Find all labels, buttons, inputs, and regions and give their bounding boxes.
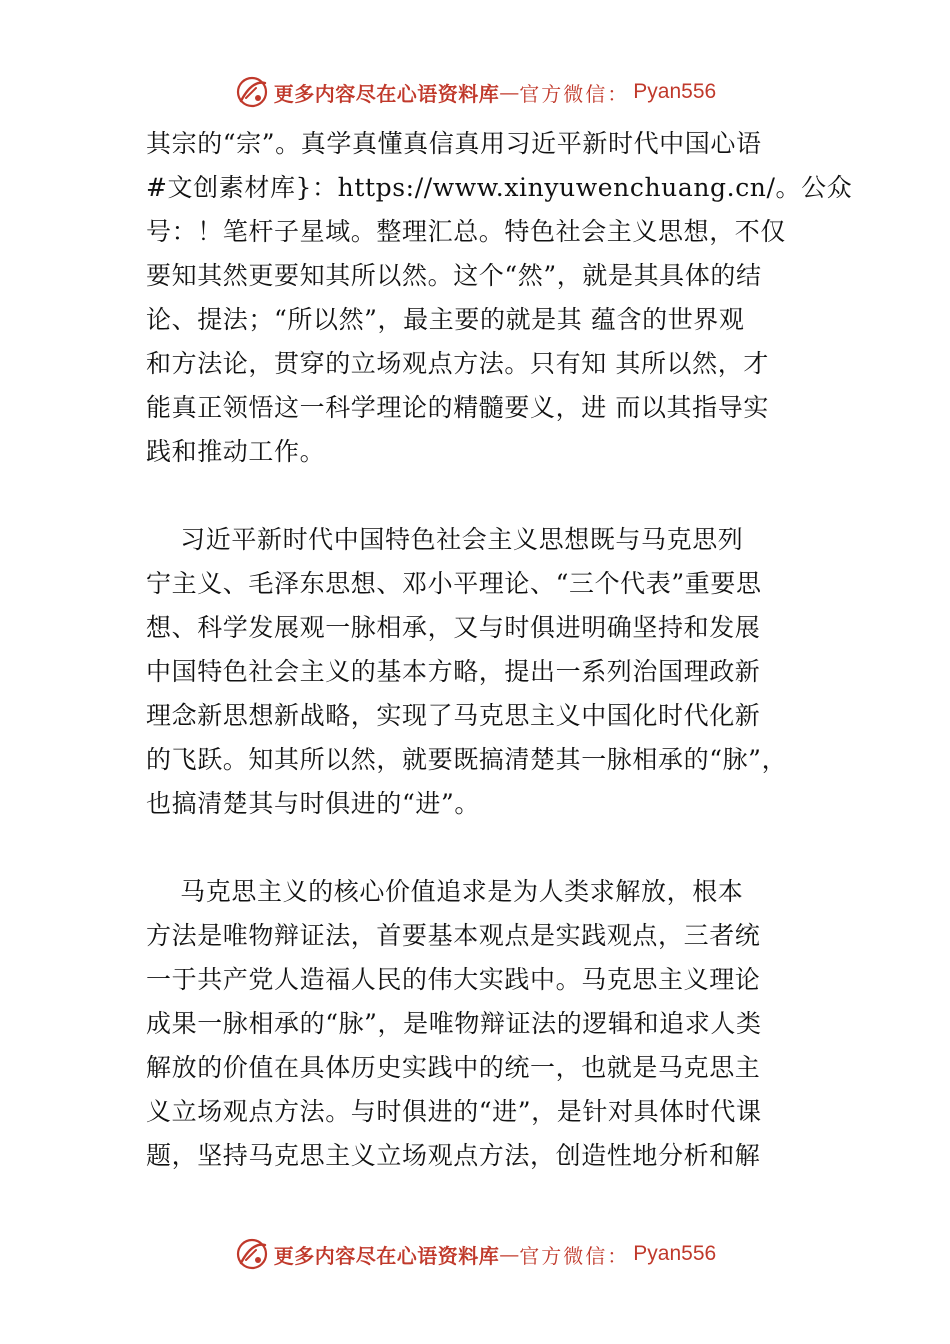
text-line: 解放的价值在具体历史实践中的统一，也就是马克思主 xyxy=(146,1053,761,1082)
footer-banner xyxy=(0,1232,950,1276)
text-line: 方法是唯物辩证法，首要基本观点是实践观点，三者统 xyxy=(146,921,761,950)
text-line: 中国特色社会主义的基本方略，提出一系列治国理政新 xyxy=(146,657,761,686)
header-banner xyxy=(0,70,950,114)
banner-wechat-id: Pyan556 xyxy=(633,80,717,103)
text-line: 义立场观点方法。与时俱进的“进”，是针对具体时代课 xyxy=(146,1097,762,1126)
text-line: 和方法论，贯穿的立场观点方法。只有知 其所以然，才 xyxy=(146,349,769,378)
brand-logo-icon xyxy=(234,74,270,110)
text-line: 一于共产党人造福人民的伟大实践中。马克思主义理论 xyxy=(146,965,761,994)
paragraph-3 xyxy=(146,870,822,1178)
banner-wechat-id: Pyan556 xyxy=(633,1242,717,1265)
paragraph-gap xyxy=(146,826,822,870)
banner-title: 更多内容尽在心语资料库 xyxy=(273,1243,500,1268)
text-line: 马克思主义的核心价值追求是为人类求解放，根本 xyxy=(146,877,744,906)
document-body xyxy=(146,122,853,1178)
paragraph-gap xyxy=(146,474,822,518)
text-line: 其宗的“宗”。真学真懂真信真用习近平新时代中国心语 xyxy=(146,129,762,158)
banner-separator: — xyxy=(499,1242,520,1266)
banner-wechat-label: 官方微信： xyxy=(519,1243,630,1268)
text-line: 习近平新时代中国特色社会主义思想既与马克思列 xyxy=(146,525,744,554)
banner-title: 更多内容尽在心语资料库 xyxy=(273,81,500,106)
text-line: 论、提法；“所以然”，最主要的就是其 蕴含的世界观 xyxy=(146,305,745,334)
banner-separator: — xyxy=(499,80,520,104)
text-line: 成果一脉相承的“脉”，是唯物辩证法的逻辑和追求人类 xyxy=(146,1009,762,1038)
paragraph-1 xyxy=(146,122,853,474)
text-line: 能真正领悟这一科学理论的精髓要义，进 而以其指导实 xyxy=(146,393,769,422)
text-line: 想、科学发展观一脉相承，又与时俱进明确坚持和发展 xyxy=(146,613,761,642)
text-line: 要知其然更要知其所以然。这个“然”，就是其具体的结 xyxy=(146,261,762,290)
text-line: 理念新思想新战略，实现了马克思主义中国化时代化新 xyxy=(146,701,761,730)
text-line: 题，坚持马克思主义立场观点方法，创造性地分析和解 xyxy=(146,1141,761,1170)
text-line: 号：！笔杆子星域。整理汇总。特色社会主义思想，不仅 xyxy=(146,217,787,246)
text-line: 宁主义、毛泽东思想、邓小平理论、“三个代表”重要思 xyxy=(146,569,762,598)
text-line: 践和推动工作。 xyxy=(146,437,326,466)
text-line: #文创素材库}：https://www.xinyuwenchuang.cn/。公众 xyxy=(146,173,853,202)
banner-wechat-label: 官方微信： xyxy=(519,81,630,106)
paragraph-2 xyxy=(146,518,822,826)
brand-logo-icon xyxy=(234,1236,270,1272)
text-line: 也搞清楚其与时俱进的“进”。 xyxy=(146,789,480,818)
text-line: 的飞跃。知其所以然，就要既搞清楚其一脉相承的“脉”， xyxy=(146,745,788,774)
